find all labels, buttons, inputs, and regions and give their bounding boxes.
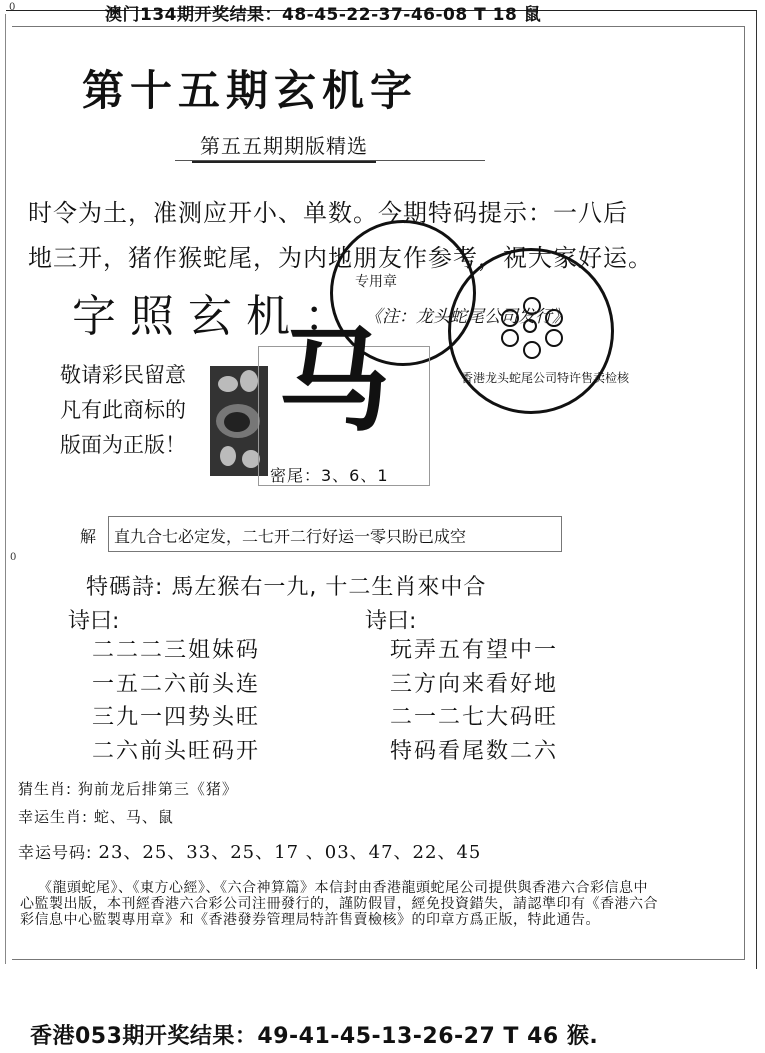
authenticity-notice <box>60 358 186 463</box>
poem-line: 三方向来看好地 <box>390 671 559 697</box>
page-mark: 0 <box>9 2 16 13</box>
page-title: 第十五期玄机字 <box>82 66 419 115</box>
hint-line-1: 时令为土，准测应开小、单数。今期特码提示：一八后 <box>28 199 628 227</box>
poem-line: 一五二六前头连 <box>92 671 261 697</box>
poem-line: 二二二三姐妹码 <box>92 638 261 663</box>
left-edge-line <box>5 14 6 964</box>
answer-character: 马 <box>278 316 390 447</box>
poem-line: 特码看尾数二六 <box>390 738 559 764</box>
poem-heading-label: 特碼詩: <box>86 575 164 600</box>
poem-title-right: 诗曰: <box>365 609 417 634</box>
lucky-zodiac-value: 蛇、马、鼠 <box>93 808 174 826</box>
riddle-heading: 字照玄机： <box>72 291 362 342</box>
notice-line: 版面为正版！ <box>60 433 186 457</box>
lucky-zodiac <box>18 806 174 827</box>
seal-2-label: 香港龙头蛇尾公司特许售卖检核 <box>461 371 630 385</box>
poem-line: 玩弄五有望中一 <box>390 638 559 663</box>
guess-zodiac <box>18 778 238 799</box>
page-mark: 0 <box>10 552 17 563</box>
guess-label: 猜生肖: <box>18 780 73 798</box>
poem-line: 三九一四势头旺 <box>92 705 261 730</box>
notice-line: 凡有此商标的 <box>60 398 186 422</box>
lucky-numbers <box>18 838 481 864</box>
poem-right-column <box>390 634 558 768</box>
notice-line: 敬请彩民留意 <box>60 363 186 387</box>
special-code-poem <box>86 570 486 601</box>
hint-line-2: 地三开，猪作猴蛇尾，为内地朋友作参考，祝大家好运。 <box>28 244 653 272</box>
poem-title-left: 诗曰: <box>68 609 120 634</box>
secret-tail-digits: 密尾：3、6、1 <box>270 466 389 485</box>
poem-left-column <box>92 634 260 768</box>
hongkong-draw-result: 香港053期开奖结果：49-41-45-13-26-27 T 46 猴. <box>30 1024 599 1049</box>
lucky-numbers-value: 23、25、33、25、17 、03、47、22、45 <box>98 842 482 863</box>
poem-line: 二六前头旺码开 <box>92 738 261 764</box>
subtitle-rule <box>175 160 485 161</box>
poem-line: 二一二七大码旺 <box>390 705 559 730</box>
publisher-notice: 《龍頭蛇尾》、《東方心經》、《六合神算篇》本信封由香港龍頭蛇尾公司提供與香港六合彩信息中心監製出版，本刊經香港六合彩公司注冊發行的，謹防假冒，經免投資錯失，請認準印有《香港六合彩信息中心監製專用章》和《香港發券管理局特許售賣檢核》的印章方爲正版，特此通告。 <box>20 880 658 928</box>
lucky-zodiac-label: 幸运生肖: <box>18 808 89 826</box>
page-subtitle: 第五五期期版精选 <box>192 130 376 163</box>
explanation-label: 解 <box>80 527 97 546</box>
publisher-note: 《注：龙头蛇尾公司发行》 <box>365 307 569 327</box>
explanation-text: 直九合七必定发，二七开二行好运一零只盼已成空 <box>114 527 467 546</box>
lucky-numbers-label: 幸运号码: <box>18 843 93 862</box>
poem-heading-text: 馬左猴右一九, 十二生肖來中合 <box>171 575 487 600</box>
macau-draw-result: 澳门134期开奖结果：48-45-22-37-46-08 T 18 鼠 <box>105 5 542 25</box>
guess-value: 狗前龙后排第三《猪》 <box>77 780 238 798</box>
seal-1-label: 专用章 <box>355 274 397 290</box>
official-seal-2 <box>448 248 630 414</box>
